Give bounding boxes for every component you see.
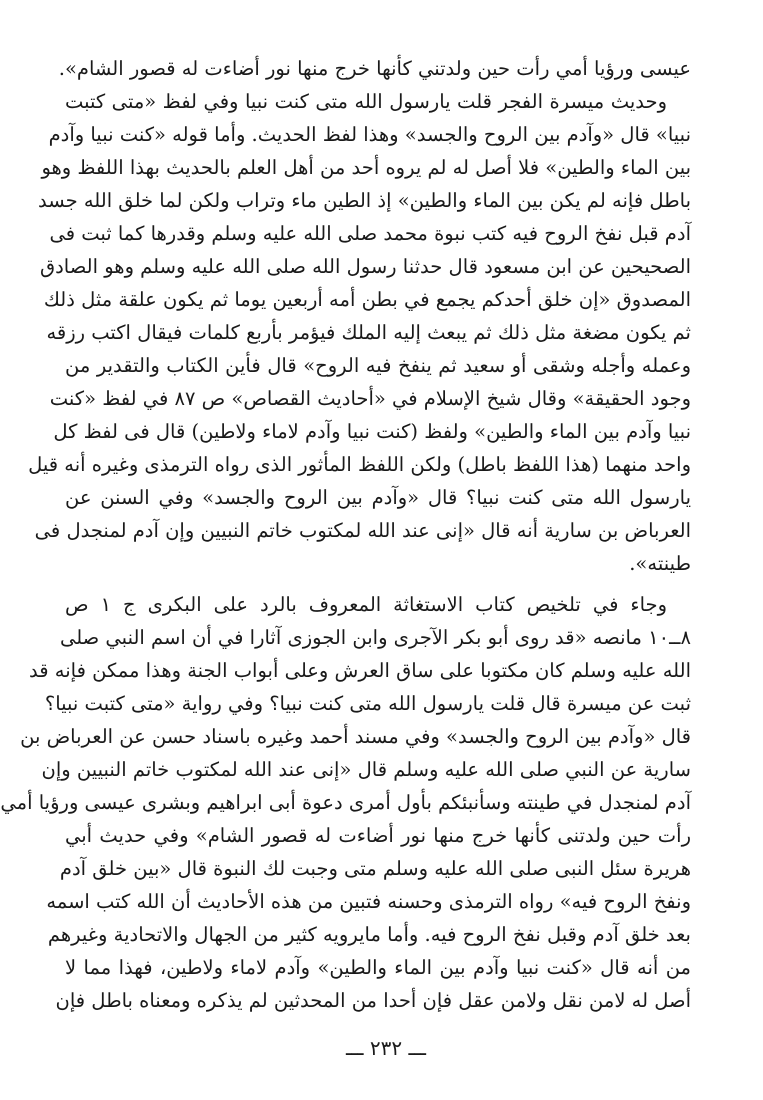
text-line: نبيا وآدم بين الماء والطين» ولفظ (كنت نبيا وآدم لاماء ولاطين) قال فى لفظ كل [53, 420, 691, 443]
text-line: واحد منهما (هذا اللفظ باطل) ولكن اللفظ المأثور الذى رواه الترمذى وغيره أنه قيل [28, 453, 691, 476]
text-line: قال «وآدم بين الروح والجسد» وفي مسند أحمد وغيره باسناد حسن عن العرباض بن [20, 725, 691, 748]
text-line: آدم لمنجدل في طينته وسأنبئكم بأول أمرى دعوة أبى ابراهيم وبشرى عيسى ورؤيا أمي [0, 791, 691, 814]
text-line: يارسول الله متى كنت نبيا؟ قال «وآدم بين الروح والجسد» وفي السنن عن [65, 486, 691, 509]
text-line: العرباض بن سارية أنه قال «إنى عند الله لمكتوب خاتم النبيين وإن آدم لمنجدل فى [34, 519, 691, 542]
text-line: وجاء في تلخيص كتاب الاستغاثة المعروف بالرد على البكرى ج ١ ص [65, 593, 667, 616]
text-line: ٨ــ١٠ مانصه «قد روى أبو بكر الآجرى وابن الجوزى آثارا في أن اسم النبي صلى [59, 626, 691, 649]
text-line: باطل فإنه لم يكن بين الماء والطين» إذ الطين ماء وتراب ولكن لما خلق الله جسد [37, 189, 691, 212]
paragraph-1 [58, 52, 691, 85]
text-line: ثم يكون مضغة مثل ذلك ثم يبعث إليه الملك فيؤمر بأربع كلمات فيقال اكتب رزقه [46, 321, 691, 344]
paragraph-3 [0, 588, 691, 1017]
text-line: الصحيحين عن ابن مسعود قال حدثنا رسول الله صلى الله عليه وسلم وهو الصادق [39, 255, 691, 278]
text-line: هريرة سئل النبى صلى الله عليه وسلم متى وجبت لك النبوة قال «بين خلق آدم [59, 857, 691, 880]
text-line: سارية عن النبي صلى الله عليه وسلم قال «إنى عند الله لمكتوب خاتم النبيين وإن [41, 758, 691, 781]
text-line: عيسى ورؤيا أمي رأت حين ولدتني كأنها خرج منها نور أضاءت له قصور الشام». [58, 57, 691, 80]
text-line: من أنه قال «كنت نبيا وآدم بين الماء والطين» وآدم لاماء ولاطين، فهذا مما لا [65, 956, 691, 979]
paragraph-2 [28, 85, 691, 580]
text-line: وجود الحقيقة» وقال شيخ الإسلام في «أحاديث القصاص» ص ٨٧ في لفظ «كنت [49, 387, 691, 410]
paragraph-gap [65, 580, 691, 588]
text-line: وحديث ميسرة الفجر قلت يارسول الله متى كنت نبيا وفي لفظ «متى كتبت [65, 90, 667, 113]
page-number: ـــ ٢٣٢ ـــ [345, 1036, 427, 1060]
text-line: ونفخ الروح فيه» رواه الترمذى وحسنه فتبين من هذه الأحاديث أن الله كتب اسمه [46, 890, 691, 913]
text-line: أصل له لامن نقل ولامن عقل فإن أحدا من المحدثين لم يذكره ومعناه باطل فإن [55, 989, 691, 1012]
text-line: الله عليه وسلم كان مكتوبا على ساق العرش وعلى أبواب الجنة وهذا ممكن فإنه قد [29, 659, 691, 682]
text-line: المصدوق «إن خلق أحدكم يجمع في بطن أمه أربعين يوما ثم يكون علقة مثل ذلك [43, 288, 691, 311]
text-line: نبيا» قال «وآدم بين الروح والجسد» وهذا لفظ الحديث. وأما قوله «كنت نبيا وآدم [48, 123, 691, 146]
text-line: وعمله وأجله وشقى أو سعيد ثم ينفخ فيه الروح» قال فأين الكتاب والتقدير من [65, 354, 691, 377]
text-line: بعد خلق آدم وقبل نفخ الروح فيه. وأما مايرويه كثير من الجهال والاتحادية وغيرهم [47, 923, 691, 946]
text-line: آدم قبل نفخ الروح فيه كتب نبوة محمد صلى الله عليه وسلم وقدرها كما ثبت فى [49, 222, 691, 245]
text-line: ثبت عن ميسرة قال قلت يارسول الله متى كنت نبيا؟ وفي رواية «متى كتبت نبيا؟ [44, 692, 691, 715]
text-line: بين الماء والطين» فلا أصل له لم يروه أحد من أهل العلم بالحديث بهذا اللفظ وهو [41, 156, 691, 179]
text-line: طينته». [629, 552, 691, 575]
text-line: رأت حين ولدتنى كأنها خرج منها نور أضاءت له قصور الشام» وفي حديث أبي [65, 824, 691, 847]
